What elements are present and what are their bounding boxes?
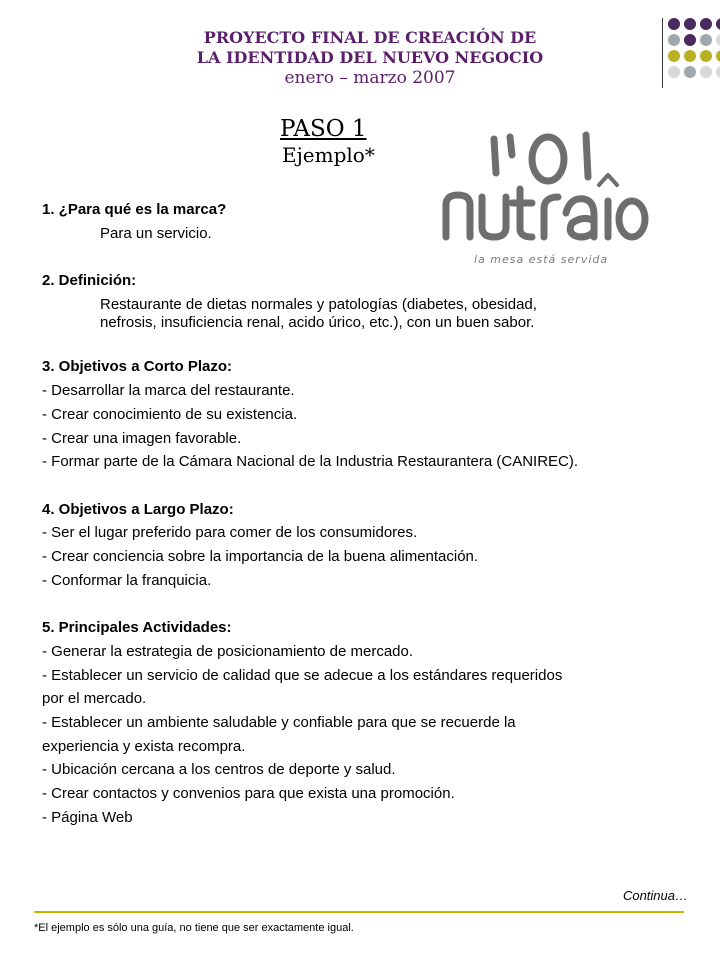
header-dates: enero – marzo 2007 [284, 68, 456, 88]
decorative-dot [684, 34, 696, 46]
decorative-dot-grid [668, 18, 720, 78]
continua-label: Continua… [622, 888, 688, 903]
section-4-heading: 4. Objetivos a Largo Plazo: [42, 500, 234, 518]
footer-rule [34, 911, 684, 913]
decorative-dot [716, 66, 720, 78]
section-3-item: - Crear una imagen favorable. [42, 429, 242, 447]
section-5-item: - Crear contactos y convenios para que exista una promoción. [42, 785, 455, 803]
decorative-dot [700, 34, 712, 46]
section-2-body [42, 296, 677, 332]
section-4-item: - Conformar la franquicia. [42, 571, 212, 589]
section-3-item: - Formar parte de la Cámara Nacional de la Industria Restaurantera (CANIREC). [42, 453, 579, 471]
step-subtitle: Ejemplo* [282, 143, 375, 167]
decorative-dot [716, 50, 720, 62]
section-5-item: experiencia y exista recompra. [42, 737, 246, 755]
decorative-dot [684, 18, 696, 30]
decorative-dot [684, 50, 696, 62]
section-5-item: - Establecer un servicio de calidad que se adecue a los estándares requeridos [42, 666, 563, 684]
section-1-heading: 1. ¿Para qué es la marca? [42, 201, 227, 218]
decorative-dot [668, 66, 680, 78]
decorative-dot [700, 66, 712, 78]
decorative-dot [668, 18, 680, 30]
section-4-item: - Crear conciencia sobre la importancia de la buena alimentación. [42, 548, 479, 566]
step-block [280, 116, 375, 168]
section-5-item: - Ubicación cercana a los centros de deporte y salud. [42, 761, 396, 779]
decorative-dot [700, 50, 712, 62]
header-line-1: PROYECTO FINAL DE CREACIÓN DE [203, 28, 537, 47]
decorative-dot [684, 66, 696, 78]
document-body [42, 198, 677, 830]
decorative-dot [716, 18, 720, 30]
section-5-item: - Establecer un ambiente saludable y confiable para que se recuerde la [42, 714, 516, 731]
section-5-item: - Generar la estrategia de posicionamiento de mercado. [42, 642, 414, 660]
document-header [150, 28, 590, 88]
section-1-body: Para un servicio. [100, 224, 212, 242]
section-2-heading: 2. Definición: [42, 272, 137, 290]
header-line-2: LA IDENTIDAD DEL NUEVO NEGOCIO [196, 48, 544, 67]
header-vertical-line [662, 18, 663, 88]
step-title: PASO 1 [280, 116, 367, 142]
section-3-item: - Desarrollar la marca del restaurante. [42, 382, 295, 400]
decorative-dot [668, 50, 680, 62]
section-5-heading: 5. Principales Actividades: [42, 619, 232, 637]
section-4-item: - Ser el lugar preferido para comer de los consumidores. [42, 524, 418, 542]
decorative-dot [700, 18, 712, 30]
section-2-body-line-1: Restaurante de dietas normales y patologías (diabetes, obesidad, [100, 295, 537, 313]
section-2-body-line-2: nefrosis, insuficiencia renal, acido úrico, etc.), con un buen sabor. [100, 313, 535, 331]
logo-tagline: la mesa está servida [474, 253, 609, 266]
section-5-item: por el mercado. [42, 690, 147, 708]
section-3-heading: 3. Objetivos a Corto Plazo: [42, 358, 233, 376]
decorative-dot [716, 34, 720, 46]
footnote: *El ejemplo es sólo una guía, no tiene que ser exactamente igual. [34, 922, 354, 934]
section-5-item: - Página Web [42, 808, 133, 826]
section-3-item: - Crear conocimiento de su existencia. [42, 405, 298, 423]
decorative-dot [668, 34, 680, 46]
